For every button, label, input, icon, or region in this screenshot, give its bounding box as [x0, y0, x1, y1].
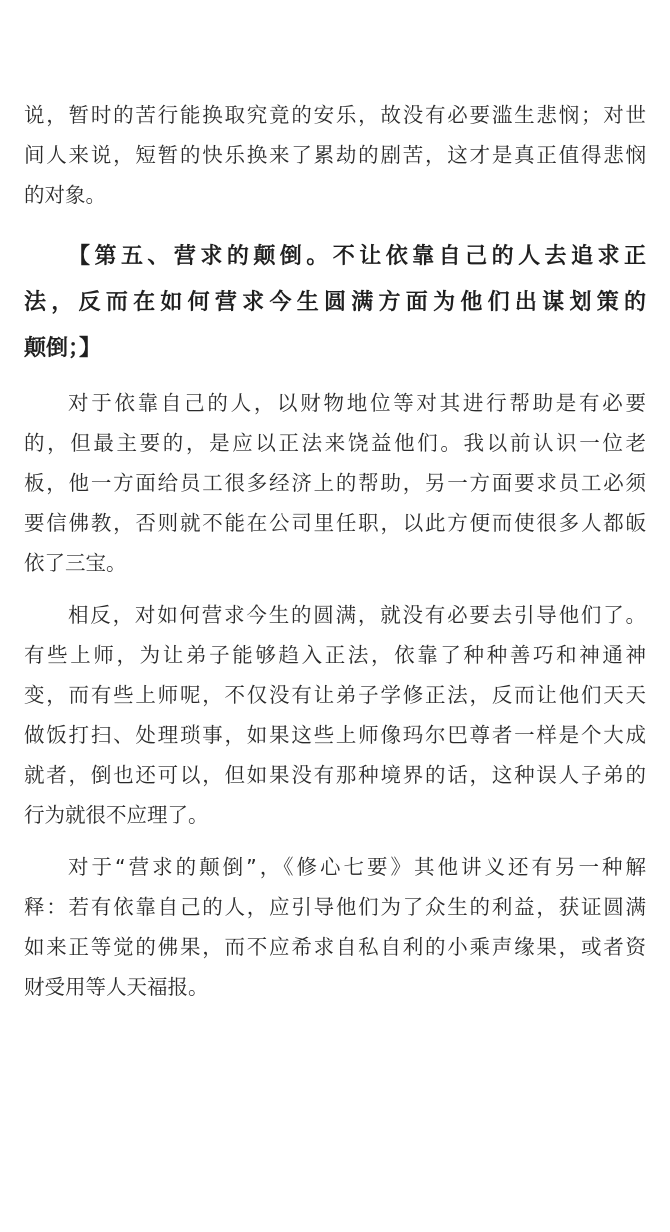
text-line: 的对象。: [24, 183, 106, 207]
text-line: 对于依靠自己的人，以财物地位等对其进行帮助是有必要: [68, 391, 646, 415]
article-body: [24, 95, 646, 1019]
heading-line: 颠倒；】: [24, 335, 102, 361]
text-line: 有些上师，为让弟子能够趋入正法，依靠了种种善巧和神通神: [24, 643, 646, 667]
text-line: 财受用等人天福报。: [24, 975, 209, 999]
heading-line: 【第五、营求的颠倒。不让依靠自己的人去追求正: [68, 243, 646, 269]
text-line: 对于“营求的颠倒”，《修心七要》其他讲义还有另一种解: [68, 855, 646, 879]
paragraph-4: [24, 847, 646, 1007]
text-line: 的，但最主要的，是应以正法来饶益他们。我以前认识一位老: [24, 431, 646, 455]
text-line: 做饭打扫、处理琐事，如果这些上师像玛尔巴尊者一样是个大成: [24, 723, 646, 747]
text-line: 释：若有依靠自己的人，应引导他们为了众生的利益，获证圆满: [24, 895, 646, 919]
text-line: 说，暂时的苦行能换取究竟的安乐，故没有必要滥生悲悯；对世: [24, 103, 646, 127]
paragraph-continuation: [24, 95, 646, 215]
text-line: 相反，对如何营求今生的圆满，就没有必要去引导他们了。: [68, 603, 646, 627]
heading-line: 法，反而在如何营求今生圆满方面为他们出谋划策的: [24, 289, 646, 315]
text-line: 就者，倒也还可以，但如果没有那种境界的话，这种误人子弟的: [24, 763, 646, 787]
text-line: 依了三宝。: [24, 551, 127, 575]
text-line: 变，而有些上师呢，不仅没有让弟子学修正法，反而让他们天天: [24, 683, 646, 707]
section-heading: [24, 233, 646, 371]
text-line: 间人来说，短暂的快乐换来了累劫的剧苦，这才是真正值得悲悯: [24, 143, 646, 167]
text-line: 行为就很不应理了。: [24, 803, 209, 827]
text-line: 如来正等觉的佛果，而不应希求自私自利的小乘声缘果，或者资: [24, 935, 646, 959]
paragraph-3: [24, 595, 646, 835]
text-line: 要信佛教，否则就不能在公司里任职，以此方便而使很多人都皈: [24, 511, 646, 535]
paragraph-2: [24, 383, 646, 583]
text-line: 板，他一方面给员工很多经济上的帮助，另一方面要求员工必须: [24, 471, 646, 495]
